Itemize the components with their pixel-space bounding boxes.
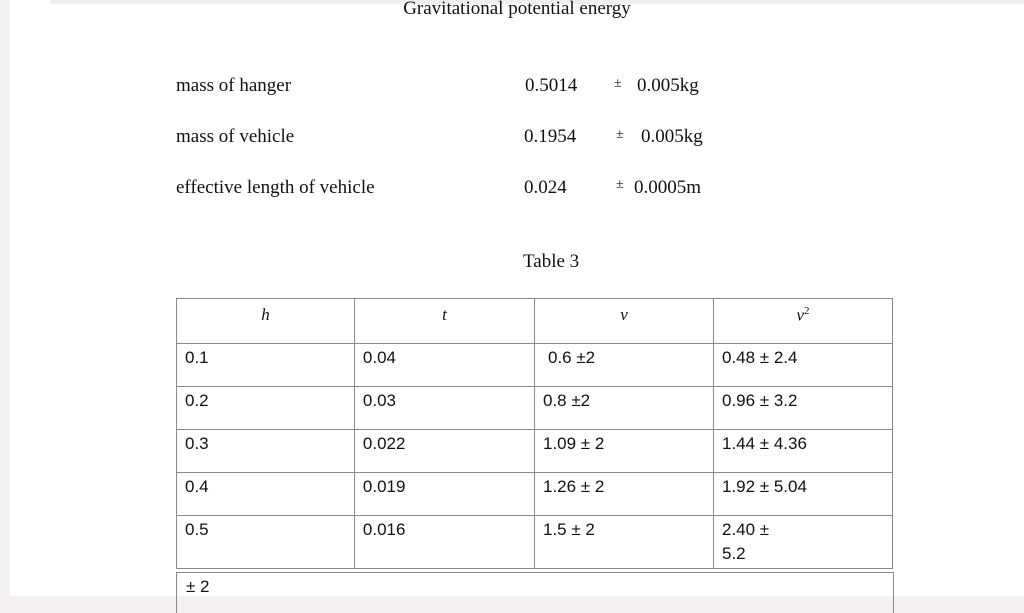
header-v-squared (713, 299, 892, 344)
measurement-uncertainty-length: 0.0005m (634, 177, 702, 198)
cell-v: 1.09 ± 2 (534, 430, 713, 473)
header-v-base: v (796, 305, 805, 325)
cell-t: 0.019 (354, 473, 534, 516)
table-row (177, 430, 893, 473)
next-table-fragment (176, 572, 894, 613)
section-title: Gravitational potential energy (403, 0, 631, 19)
cell-h: 0.4 (177, 473, 355, 516)
cell-t: 0.03 (354, 387, 534, 430)
measurement-uncertainty-vehicle: 0.005kg (641, 126, 703, 147)
cell-t: 0.022 (354, 430, 534, 473)
cell-v2: 1.92 ± 5.04 (713, 473, 892, 516)
header-v: v (534, 299, 713, 344)
table-row (177, 344, 893, 387)
cell-h: 0.5 (177, 516, 355, 569)
measurement-label-vehicle: mass of vehicle (176, 126, 295, 147)
measurement-value-hanger: 0.5014 (525, 75, 578, 96)
document-page (10, 0, 1024, 596)
cell-h: 0.1 (177, 344, 355, 387)
header-t: t (354, 299, 534, 344)
cell-v2-line2: 5.2 (721, 544, 746, 563)
plus-minus-sign: ± (616, 177, 624, 192)
table-row (177, 387, 893, 430)
cell-v: 0.8 ±2 (534, 387, 713, 430)
measurement-value-length: 0.024 (524, 177, 567, 198)
measurement-label-hanger: mass of hanger (176, 75, 292, 96)
measurement-value-vehicle: 0.1954 (524, 126, 577, 147)
cell-t: 0.016 (354, 516, 534, 569)
measurement-label-length: effective length of vehicle (176, 177, 375, 198)
cell-v2-line1: 2.40 ± (721, 520, 770, 539)
cell-v: 0.6 ±2 (534, 344, 713, 387)
header-v-exponent: 2 (804, 305, 810, 317)
cell-t: 0.04 (354, 344, 534, 387)
cell-h: 0.2 (177, 387, 355, 430)
header-h: h (177, 299, 355, 344)
cell-v2: 0.96 ± 3.2 (713, 387, 892, 430)
plus-minus-sign: ± (614, 76, 622, 91)
plus-minus-sign: ± (616, 127, 624, 142)
cell-v2: 0.48 ± 2.4 (713, 344, 892, 387)
table-row (177, 473, 893, 516)
table-header-row (177, 299, 893, 344)
cell-v2 (713, 516, 892, 569)
measurement-uncertainty-hanger: 0.005kg (637, 75, 699, 96)
table-caption: Table 3 (523, 251, 580, 272)
table-row (177, 516, 893, 569)
fragment-text: ± 2 (186, 577, 210, 596)
cell-v: 1.26 ± 2 (534, 473, 713, 516)
cell-v2: 1.44 ± 4.36 (713, 430, 892, 473)
cell-h: 0.3 (177, 430, 355, 473)
cell-v: 1.5 ± 2 (534, 516, 713, 569)
data-table (176, 298, 893, 569)
